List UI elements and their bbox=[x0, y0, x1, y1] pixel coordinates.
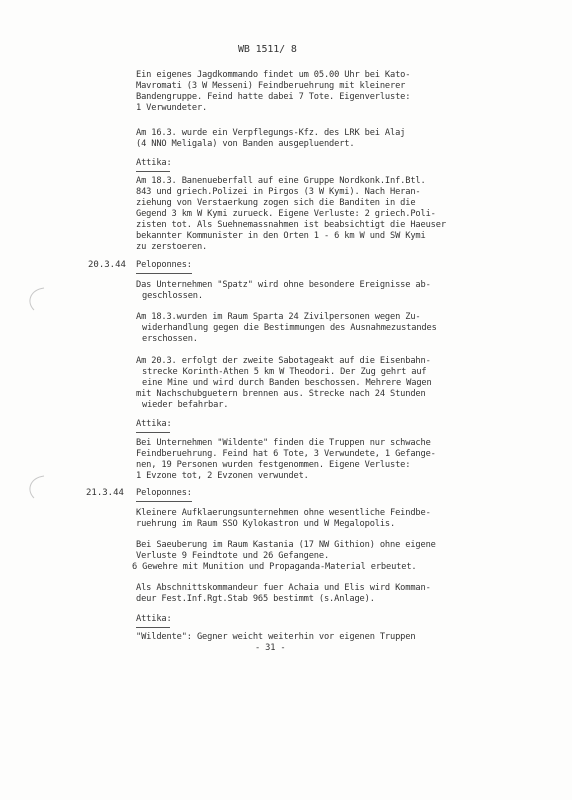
text-line: Das Unternehmen "Spatz" wird ohne besondere Ereignisse ab- bbox=[136, 280, 431, 290]
text-line: ziehung von Verstaerkung zogen sich die Banditen in die bbox=[136, 198, 416, 208]
text-line: (4 NNO Meligala) von Banden ausgepluendert. bbox=[136, 139, 355, 149]
text-line: ruehrung im Raum SSO Kylokastron und W Megalopolis. bbox=[136, 519, 396, 529]
text-line: strecke Korinth-Athen 5 km W Theodori. Der Zug gehrt auf bbox=[142, 367, 427, 377]
text-line: Gegend 3 km W Kymi zurueck. Eigene Verluste: 2 griech.Poli- bbox=[136, 209, 436, 219]
heading-underline bbox=[136, 627, 170, 628]
text-line: wieder befahrbar. bbox=[142, 400, 229, 410]
text-line: Als Abschnittskommandeur fuer Achaia und Elis wird Komman- bbox=[136, 583, 431, 593]
text-line: Bei Unternehmen "Wildente" finden die Truppen nur schwache bbox=[136, 438, 431, 448]
text-line: bekannter Kommunister in den Orten 1 - 6 km W und SW Kymi bbox=[136, 231, 426, 241]
text-line: Mavromati (3 W Messeni) Feindberuehrung mit kleinerer bbox=[136, 81, 406, 91]
document-reference: WB 1511/ 8 bbox=[238, 44, 297, 55]
page-number: - 31 - bbox=[255, 643, 286, 653]
text-line: "Wildente": Gegner weicht weiterhin vor eigenen Truppen bbox=[136, 632, 416, 642]
text-line: eine Mine und wird durch Banden beschossen. Mehrere Wagen bbox=[142, 378, 432, 388]
margin-mark bbox=[20, 472, 50, 502]
text-line: deur Fest.Inf.Rgt.Stab 965 bestimmt (s.Anlage). bbox=[136, 594, 375, 604]
text-line: 843 und griech.Polizei in Pirgos (3 W Kymi). Nach Heran- bbox=[136, 187, 421, 197]
date-label: 20.3.44 bbox=[88, 260, 126, 270]
text-line: mit Nachschubguetern brennen aus. Strecke nach 24 Stunden bbox=[136, 389, 426, 399]
heading-underline bbox=[136, 432, 170, 433]
text-line: Ein eigenes Jagdkommando findet um 05.00 Uhr bei Kato- bbox=[136, 70, 411, 80]
section-heading: Attika: bbox=[136, 419, 172, 429]
heading-underline bbox=[136, 273, 192, 274]
text-line: Kleinere Aufklaerungsunternehmen ohne wesentliche Feindbe- bbox=[136, 508, 431, 518]
text-line: Am 18.3.wurden im Raum Sparta 24 Zivilpersonen wegen Zu- bbox=[136, 312, 421, 322]
margin-mark bbox=[20, 284, 50, 314]
text-line: 1 Evzone tot, 2 Evzonen verwundet. bbox=[136, 471, 309, 481]
text-line: Am 18.3. Banenueberfall auf eine Gruppe Nordkonk.Inf.Btl. bbox=[136, 176, 426, 186]
date-label: 21.3.44 bbox=[86, 488, 124, 498]
text-line: Bei Saeuberung im Raum Kastania (17 NW Githion) ohne eigene bbox=[136, 540, 436, 550]
section-heading: Peloponnes: bbox=[136, 488, 192, 498]
text-line: Bandengruppe. Feind hatte dabei 7 Tote. Eigenverluste: bbox=[136, 92, 411, 102]
text-line: zu zerstoeren. bbox=[136, 242, 208, 252]
heading-underline bbox=[136, 501, 192, 502]
text-line: 1 Verwundeter. bbox=[136, 103, 208, 113]
text-line: zisten tot. Als Suehnemassnahmen ist beabsichtigt die Haeuser bbox=[136, 220, 446, 230]
section-heading: Attika: bbox=[136, 158, 172, 168]
text-line: widerhandlung gegen die Bestimmungen des Ausnahmezustandes bbox=[142, 323, 437, 333]
section-heading: Attika: bbox=[136, 614, 172, 624]
text-line: geschlossen. bbox=[142, 291, 203, 301]
text-line: Verluste 9 Feindtote und 26 Gefangene. bbox=[136, 551, 330, 561]
text-line: Am 20.3. erfolgt der zweite Sabotageakt auf die Eisenbahn- bbox=[136, 356, 431, 366]
text-line: 6 Gewehre mit Munition und Propaganda-Material erbeutet. bbox=[132, 562, 417, 572]
text-line: Feindberuehrung. Feind hat 6 Tote, 3 Verwundete, 1 Gefange- bbox=[136, 449, 436, 459]
text-line: nen, 19 Personen wurden festgenommen. Eigene Verluste: bbox=[136, 460, 411, 470]
heading-underline bbox=[136, 171, 170, 172]
text-line: erschossen. bbox=[142, 334, 198, 344]
section-heading: Peloponnes: bbox=[136, 260, 192, 270]
text-line: Am 16.3. wurde ein Verpflegungs-Kfz. des LRK bei Alaj bbox=[136, 128, 406, 138]
